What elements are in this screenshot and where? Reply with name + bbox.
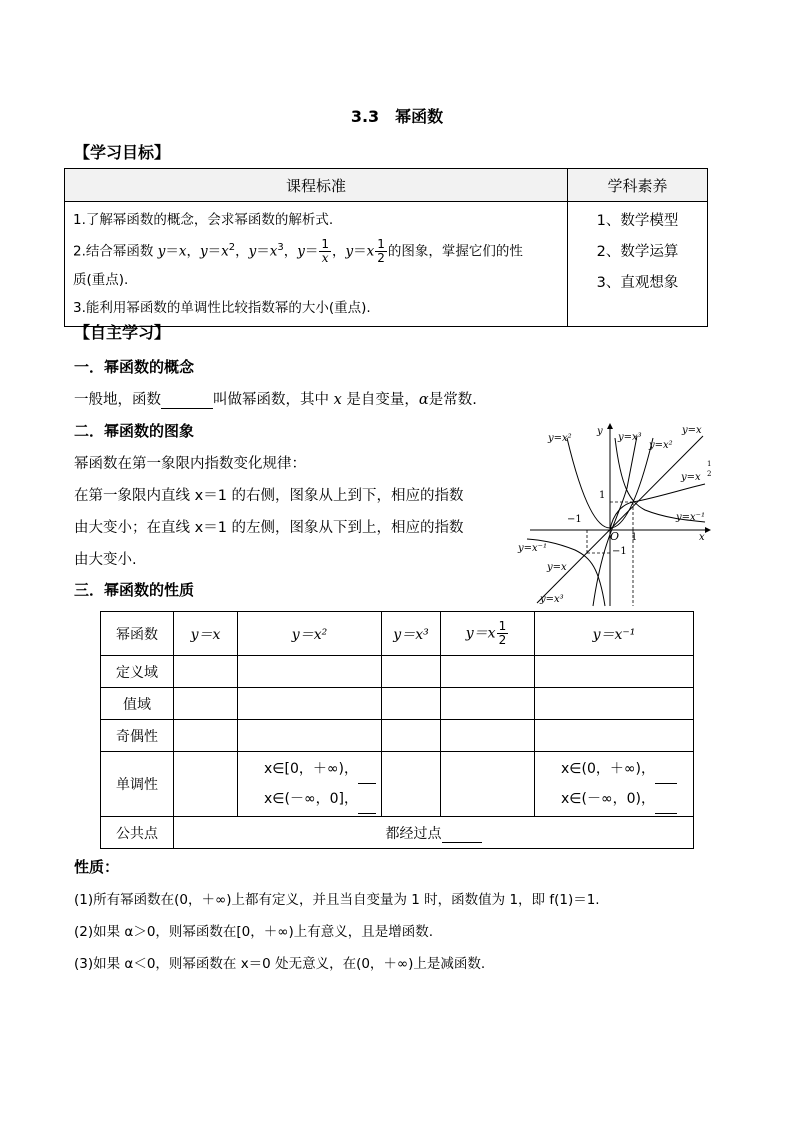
blank-common-point[interactable] <box>442 842 482 843</box>
objective-2: 2.结合幂函数 y＝x，$y=x^2$，$y=x^3$，y＝ $\frac{1}{x}$ ，y＝x $\frac{1}{2}$ 的图象，掌握它们的性 <box>73 237 523 265</box>
graph-label: −1 <box>612 546 627 557</box>
blank-mono[interactable] <box>358 813 376 814</box>
cell-blank[interactable] <box>535 688 694 720</box>
row-label-domain: 定义域 <box>101 656 174 688</box>
fn-y-x: y＝x <box>174 612 238 656</box>
sec2-line4: 由大变小. <box>74 552 137 568</box>
cell-blank[interactable] <box>382 688 441 720</box>
cell-blank[interactable] <box>382 656 441 688</box>
props-title: 性质： <box>74 858 120 876</box>
cell-blank[interactable] <box>535 656 694 688</box>
graph-label: y <box>597 426 603 437</box>
literacy-3: 3、直观想象 <box>596 275 679 291</box>
graph-label: y=x⁻¹ <box>518 543 547 554</box>
graph-label: y=x <box>682 425 702 436</box>
properties-table <box>100 611 694 849</box>
row-label-parity: 奇偶性 <box>101 720 174 752</box>
fn-y-inv: y＝x⁻¹ <box>535 612 694 656</box>
cell-blank[interactable] <box>174 752 238 817</box>
page-title: 3.3 幂函数 <box>350 107 444 126</box>
cell-blank[interactable] <box>441 752 535 817</box>
graph-label: y=x <box>547 562 567 573</box>
graph-label: O <box>610 530 620 543</box>
sec1-text: 一般地，函数 叫做幂函数，其中 x 是自变量，α是常数. <box>74 392 477 408</box>
table-row <box>101 688 694 720</box>
sec2-line2: 在第一象限内直线 x＝1 的右侧，图象从上到下，相应的指数 <box>74 488 464 504</box>
graph-label: 1 <box>707 460 712 468</box>
cell-blank[interactable] <box>382 752 441 817</box>
cell-blank[interactable] <box>238 720 382 752</box>
graph-label: 1 <box>631 532 638 543</box>
blank-power-function[interactable] <box>161 408 213 409</box>
graph-label: y=x³ <box>540 594 564 605</box>
sec2-title: 二．幂函数的图象 <box>74 422 195 440</box>
graph-label: y=x³ <box>618 432 642 443</box>
standards-cell <box>65 202 568 327</box>
literacy-1: 1、数学模型 <box>596 213 679 229</box>
objective-2-cont: 质(重点). <box>73 271 129 288</box>
prop-1: (1)所有幂函数在(0，＋∞)上都有定义，并且当自变量为 1 时，函数值为 1，即 f(1)＝1. <box>74 892 600 908</box>
fn-y-sqrt: y＝x $\frac{1}{2}$ <box>441 612 535 656</box>
col-header-standard: 课程标准 <box>65 169 568 202</box>
graph-label: y=x <box>681 472 701 483</box>
blank-mono[interactable] <box>655 813 677 814</box>
fn-y-x2: y＝x² <box>238 612 382 656</box>
sec3-title: 三．幂函数的性质 <box>74 581 195 599</box>
table-row <box>101 612 694 656</box>
cell-blank[interactable] <box>441 656 535 688</box>
cell-blank[interactable] <box>174 688 238 720</box>
cell-blank[interactable] <box>238 688 382 720</box>
graph-label: y=x² <box>548 433 572 444</box>
table-row <box>101 720 694 752</box>
graph-label: y=x² <box>649 440 673 451</box>
prop-3: (3)如果 α＜0，则幂函数在 x＝0 处无意义，在(0，＋∞)上是减函数. <box>74 956 486 972</box>
power-function-graph <box>515 418 715 608</box>
table-row <box>101 656 694 688</box>
cell-common-point: 都经过点 <box>174 817 694 849</box>
objective-3: 3.能利用幂函数的单调性比较指数幂的大小(重点). <box>73 299 371 316</box>
table-row <box>101 752 694 817</box>
graph-label: y=x⁻¹ <box>676 512 705 523</box>
prop-2: (2)如果 α＞0，则幂函数在[0，＋∞)上有意义，且是增函数. <box>74 924 434 940</box>
cell-blank[interactable] <box>535 720 694 752</box>
graph-label: −1 <box>567 514 582 525</box>
graph-label: 1 <box>599 490 606 501</box>
objective-1: 1.了解幂函数的概念，会求幂函数的解析式. <box>73 212 334 228</box>
literacy-2: 2、数学运算 <box>596 244 679 260</box>
heading-objectives: 【学习目标】 <box>74 143 171 162</box>
row-label-monotonicity: 单调性 <box>101 752 174 817</box>
cell-blank[interactable] <box>441 720 535 752</box>
cell-blank[interactable] <box>238 656 382 688</box>
cell-blank[interactable] <box>382 720 441 752</box>
graph-label: x <box>699 532 705 543</box>
objectives-table <box>64 168 708 327</box>
fn-y-x3: y＝x³ <box>382 612 441 656</box>
cell-blank[interactable] <box>441 688 535 720</box>
cell-blank[interactable] <box>174 720 238 752</box>
sec1-title: 一．幂函数的概念 <box>74 358 195 376</box>
curve-y-sqrt <box>610 484 705 530</box>
cell-mono-inv: x∈(0，＋∞)， x∈(－∞，0)， <box>535 752 694 817</box>
heading-self-study: 【自主学习】 <box>74 323 171 342</box>
row-label-common-point: 公共点 <box>101 817 174 849</box>
row-label-function: 幂函数 <box>101 612 174 656</box>
row-label-range: 值域 <box>101 688 174 720</box>
literacy-cell <box>568 202 708 327</box>
sec2-line3: 由大变小；在直线 x＝1 的左侧，图象从下到上，相应的指数 <box>74 520 464 536</box>
table-row <box>101 817 694 849</box>
graph-label: 2 <box>707 470 712 478</box>
sec2-line1: 幂函数在第一象限内指数变化规律： <box>74 456 306 472</box>
cell-mono-x2: x∈[0，＋∞)， x∈(－∞，0]， <box>238 752 382 817</box>
col-header-literacy: 学科素养 <box>568 169 708 202</box>
cell-blank[interactable] <box>174 656 238 688</box>
